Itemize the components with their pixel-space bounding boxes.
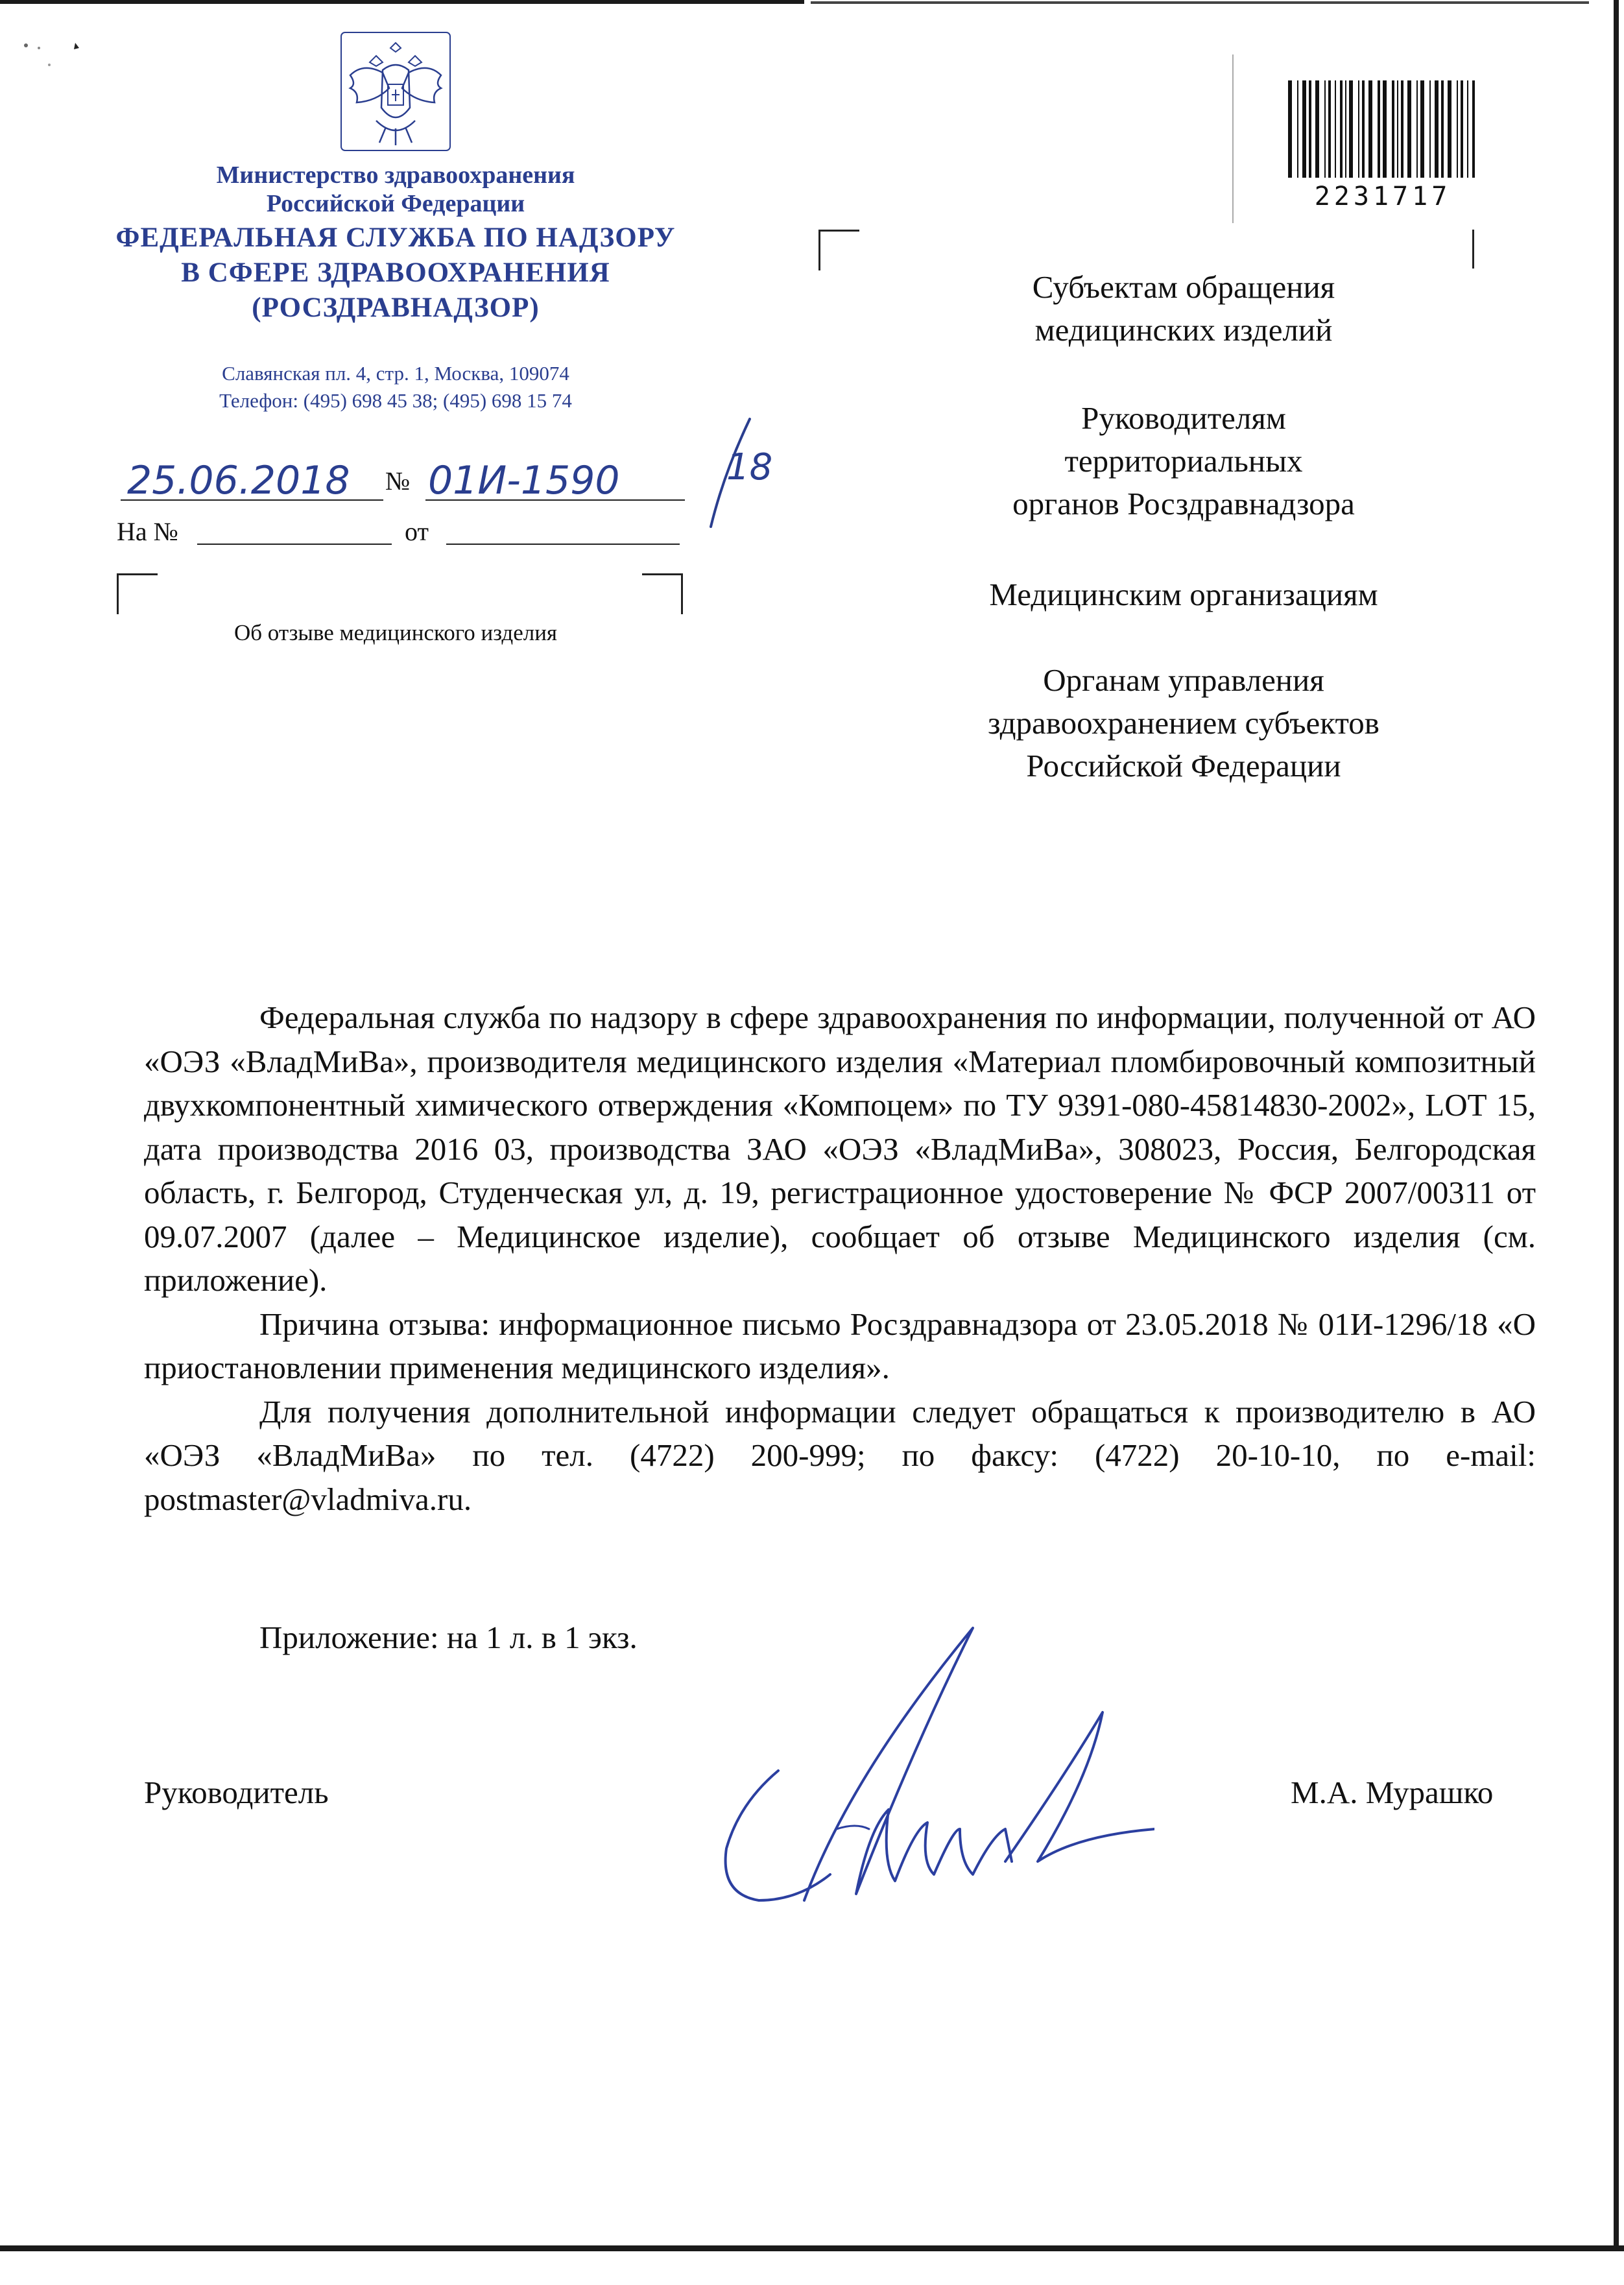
barcode-bar [1397,80,1398,178]
barcode-bar [1392,80,1394,178]
barcode-bar [1368,80,1372,178]
barcode-bar [1309,80,1311,178]
barcode-bar [1401,80,1403,178]
barcode-bar [1378,80,1380,178]
recipient-line: здравоохранением субъектов [988,705,1379,741]
registration-number-underline [425,499,685,501]
reference-date-blank [446,544,680,545]
barcode-bar [1328,80,1331,178]
signatory-position: Руководитель [144,1775,329,1810]
barcode-bar [1420,80,1424,178]
barcode-bar [1407,80,1411,178]
body-paragraph-3: Для получения дополнительной информации следует обращаться к производителю в АО «ОЭЗ «ВладМиВа» по тел. (4722) 200-999; по факсу: (4722) 20-10-10, по e-mail: postmaster@vladmiva.ru. [144,1393,1536,1517]
service-name-line-2: В СФЕРЕ ЗДРАВООХРАНЕНИЯ [181,257,610,288]
recipient-line: медицинских изделий [1034,312,1333,348]
body-paragraph-2: Причина отзыва: информационное письмо Росздравнадзора от 23.05.2018 № 01И-1296/18 «О приостановлении применения медицинского изделия». [144,1306,1536,1385]
scan-noise-specks [13,39,91,91]
subject-corner-right [642,573,683,614]
russian-coat-of-arms-emblem-icon [337,30,454,153]
ministry-name-line-2: Российской Федерации [266,190,525,217]
recipient-block-1 [902,266,1466,352]
letter-body [144,996,1536,1521]
recipient-line: органов Росздравнадзора [1012,486,1355,521]
recipient-block-3 [902,573,1466,616]
barcode-bar [1457,80,1458,178]
barcode-bar [1461,80,1463,178]
scan-edge-bottom [0,2245,1624,2251]
barcode-bar [1429,80,1431,178]
recipient-line: Медицинским организациям [989,577,1378,612]
barcode-bar [1302,80,1306,178]
registration-date-underline [121,499,383,501]
reference-number-blank [197,544,392,545]
scan-edge-right [1614,0,1619,2251]
barcode-number: 2231717 [1314,182,1451,211]
barcode-bar [1324,80,1326,178]
body-paragraph-1: Федеральная служба по надзору в сфере здравоохранения по информации, полученной от АО «ОЭЗ «ВладМиВа», производителя медицинского изделия «Материал пломбировочный композитный двухкомпонентный химического отверждения «Компоцем» по ТУ 9391-080-45814830-2002», LOT 15, дата производства 2016 03, производства ЗАО «ОЭЗ «ВладМиВа», 308023, Россия, Белгородская область, г. Белгород, Студенческая ул, д. 19, регистрационное удостоверение № ФСР 2007/00311 от 09.07.2007 (далее – Медицинское изделие), сообщает об отзыве Медицинского изделия (см. приложение). [144,999,1536,1298]
recipient-line: территориальных [1064,443,1303,479]
barcode-icon [1285,80,1480,178]
registration-date: 25.06.2018 [127,458,350,503]
barcode-bar [1472,80,1475,178]
recipient-line: Субъектам обращения [1032,269,1335,305]
barcode-bar [1288,80,1292,178]
subject-corner-left [117,573,158,614]
barcode-bar [1362,80,1365,178]
recipient-block-2 [902,397,1466,525]
barcode-bar [1349,80,1353,178]
barcode-bar [1441,80,1444,178]
barcode-bar [1416,80,1418,178]
registration-number-suffix: 18 [726,446,773,488]
recipient-corner-left [818,230,859,270]
barcode-bar [1448,80,1451,178]
letter-subject: Об отзыве медицинского изделия [233,620,558,645]
registration-number: 01И-1590 [428,458,620,503]
barcode-bar [1383,80,1387,178]
attachment-note: Приложение: на 1 л. в 1 экз. [259,1620,638,1655]
barcode-bar [1358,80,1359,178]
signatory-name: М.А. Мурашко [1291,1775,1494,1810]
letterhead-address: Славянская пл. 4, стр. 1, Москва, 109074 [222,362,569,385]
barcode-bar [1467,80,1468,178]
barcode-area [1232,54,1519,223]
recipient-line: Органам управления [1043,662,1324,698]
scan-edge-top-right [811,1,1589,4]
reference-row [114,516,698,555]
registration-number-sign: № [385,466,411,496]
letterhead-phone: Телефон: (495) 698 45 38; (495) 698 15 74 [219,389,572,412]
barcode-bar [1335,80,1336,178]
barcode-bar [1345,80,1346,178]
reference-label: На № [117,517,178,546]
service-name-line-1: ФЕДЕРАЛЬНАЯ СЛУЖБА ПО НАДЗОРУ [115,222,676,253]
scan-edge-top [0,0,804,4]
recipient-corner-right [1453,230,1474,269]
barcode-bar [1297,80,1298,178]
recipient-block-4 [902,659,1466,787]
recipient-line: Руководителям [1081,400,1286,436]
handwritten-signature-icon [700,1615,1154,1913]
barcode-bar [1315,80,1319,178]
service-name-line-3: (РОСЗДРАВНАДЗОР) [252,293,540,323]
barcode-bar [1340,80,1343,178]
barcode-bar [1435,80,1439,178]
registration-row [114,446,802,525]
ministry-name-line-1: Министерство здравоохранения [216,162,575,189]
recipient-line: Российской Федерации [1026,748,1341,784]
reference-from-label: от [405,517,429,546]
